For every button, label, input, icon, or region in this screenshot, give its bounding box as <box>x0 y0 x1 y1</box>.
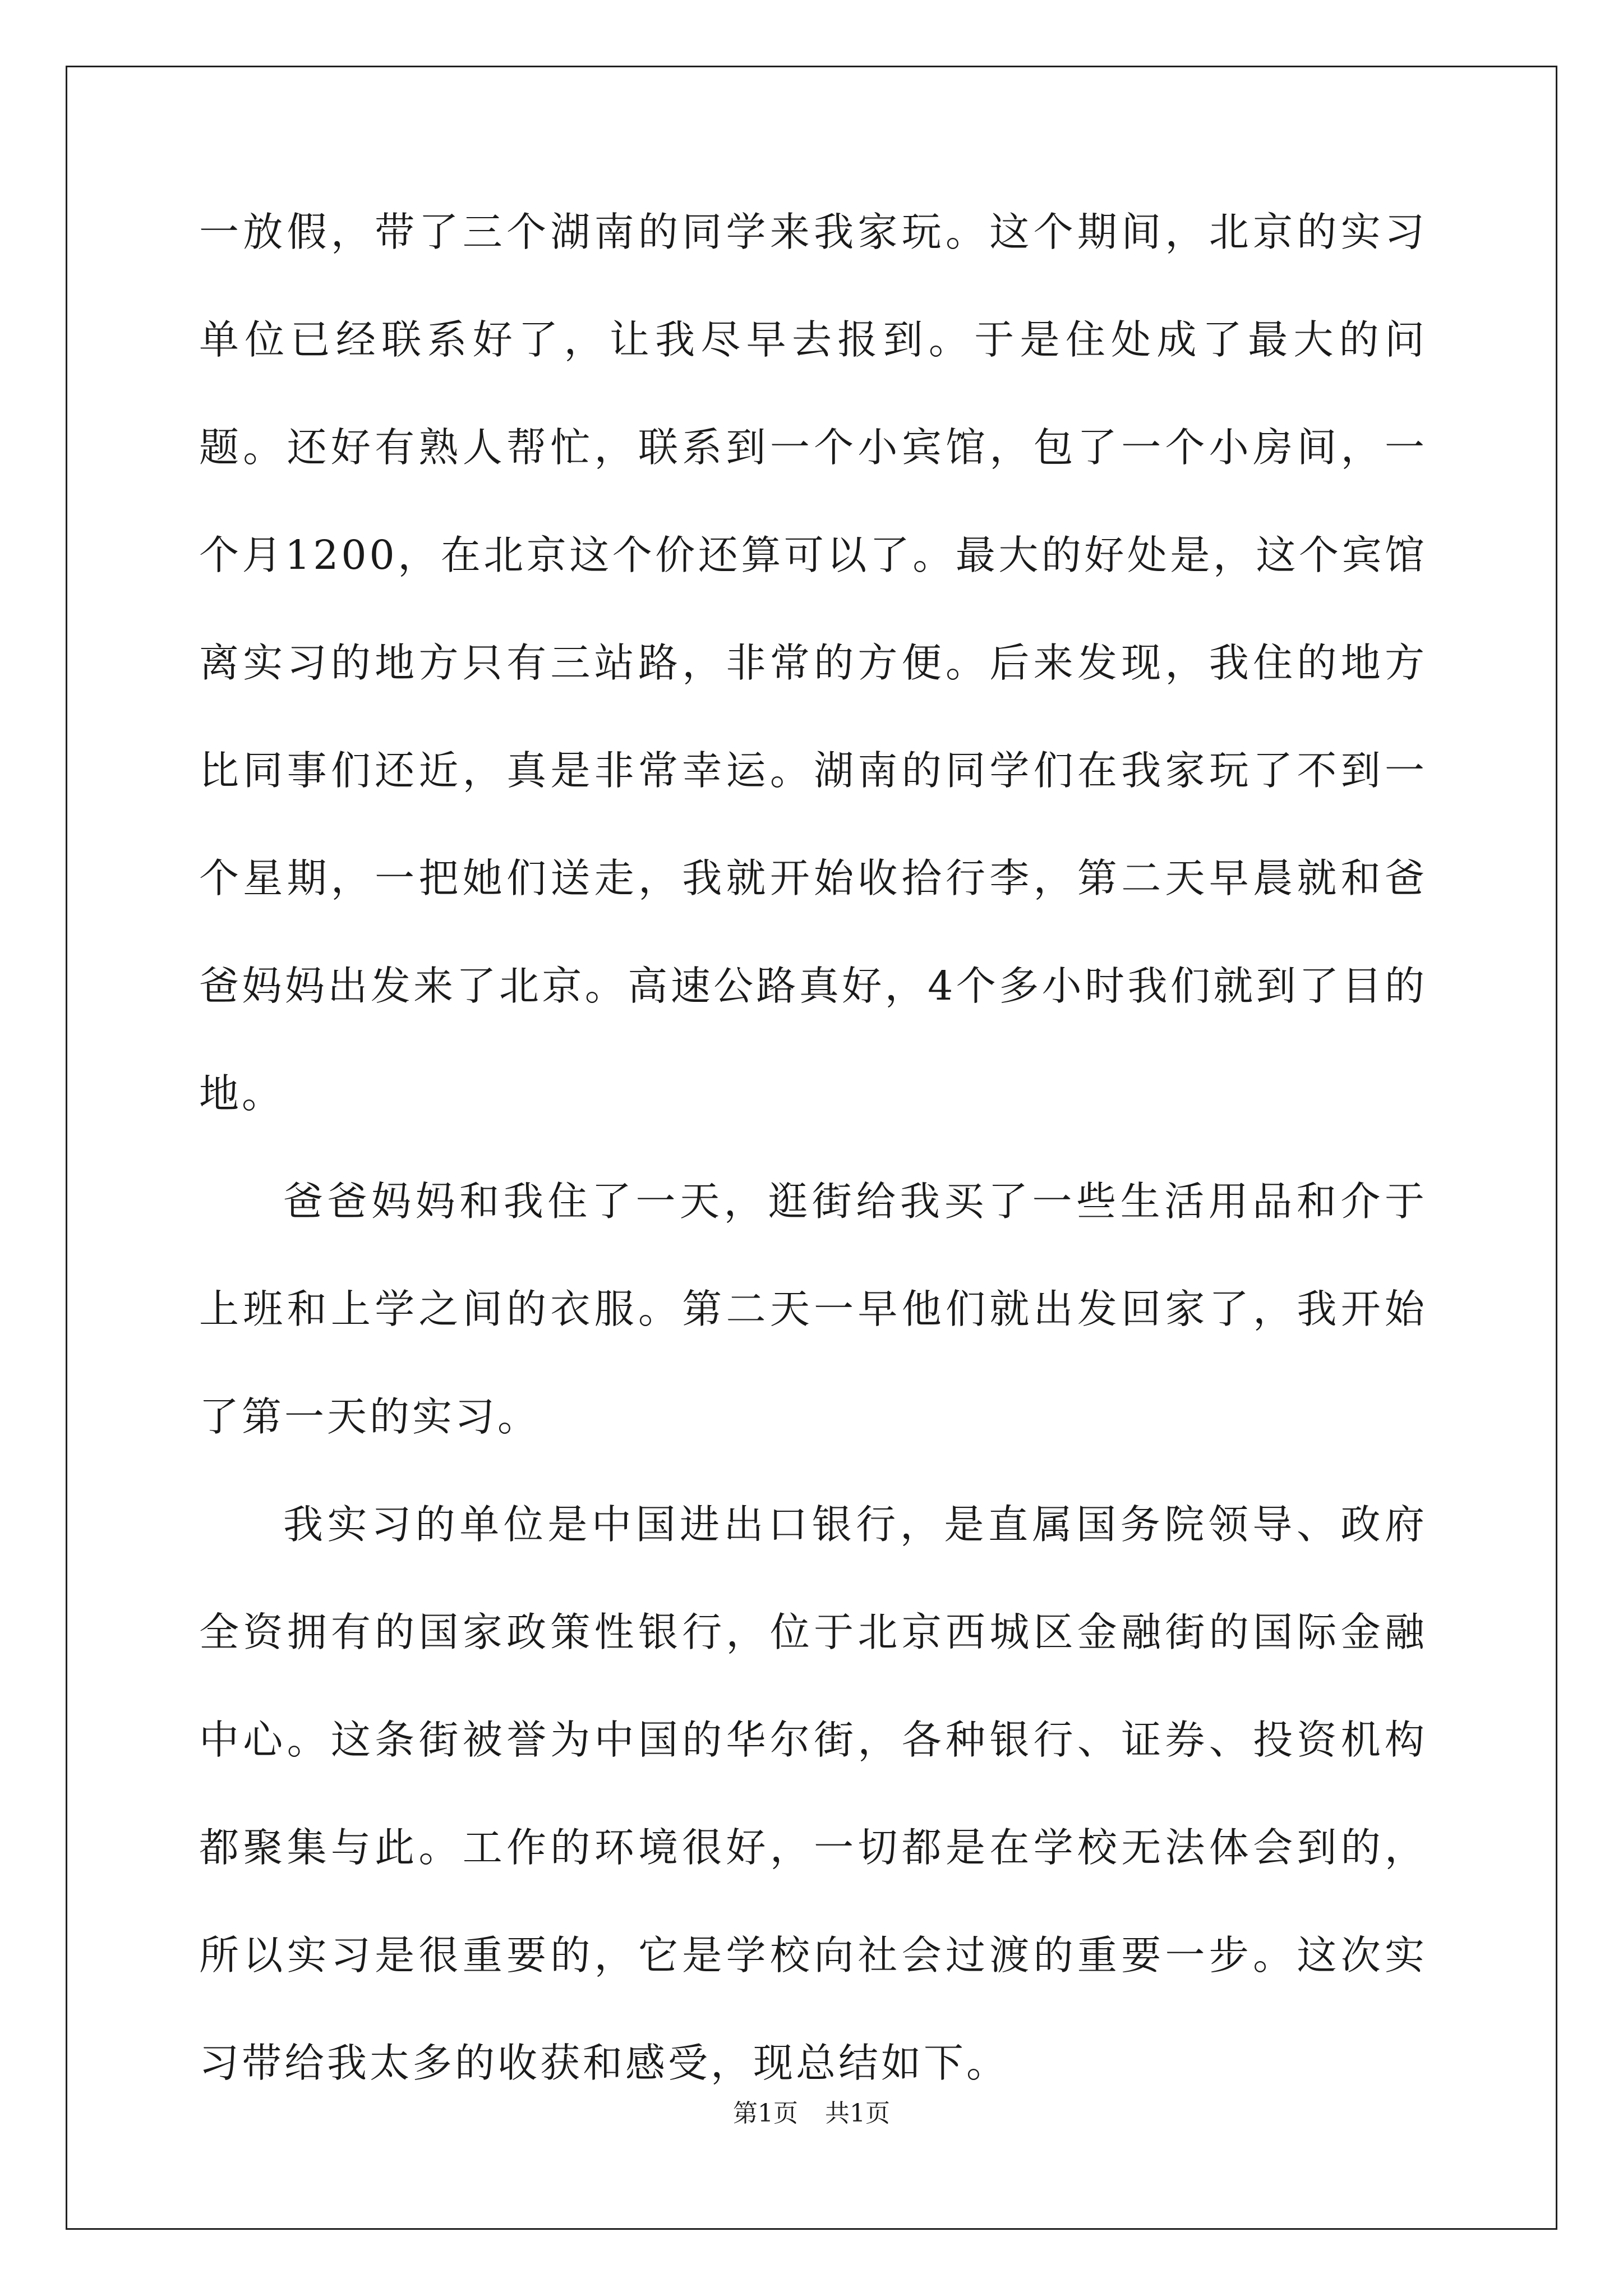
page-number: 第1页 <box>733 2099 798 2128</box>
paragraph-2: 爸爸妈妈和我住了一天，逛街给我买了一些生活用品和介于上班和上学之间的衣服。第二天一早他们就出发回家了，我开始了第一天的实习。 <box>199 1178 1427 1440</box>
paragraph-1: 一放假，带了三个湖南的同学来我家玩。这个期间，北京的实习单位已经联系好了，让我尽早去报到。于是住处成了最大的问题。还好有熟人帮忙，联系到一个小宾馆，包了一个小房间，一个月1200，在北京这个价还算可以了。最大的好处是，这个宾馆离实习的地方只有三站路，非常的方便。后来发现，我住的地方比同事们还近，真是非常幸运。湖南的同学们在我家玩了不到一个星期，一把她们送走，我就开始收拾行李，第二天早晨就和爸爸妈妈出发来了北京。高速公路真好，4个多小时我们就到了目的地。 <box>199 209 1427 1117</box>
paragraph-3: 我实习的单位是中国进出口银行，是直属国务院领导、政府全资拥有的国家政策性银行，位于北京西城区金融街的国际金融中心。这条街被誉为中国的华尔街，各种银行、证券、投资机构都聚集与此。工作的环境很好，一切都是在学校无法体会到的，所以实习是很重要的，它是学校向社会过渡的重要一步。这次实习带给我太多的收获和感受，现总结如下。 <box>199 1501 1427 2086</box>
total-pages: 共1页 <box>825 2099 890 2128</box>
page-footer <box>0 2097 1623 2131</box>
document-body <box>199 178 1427 2117</box>
